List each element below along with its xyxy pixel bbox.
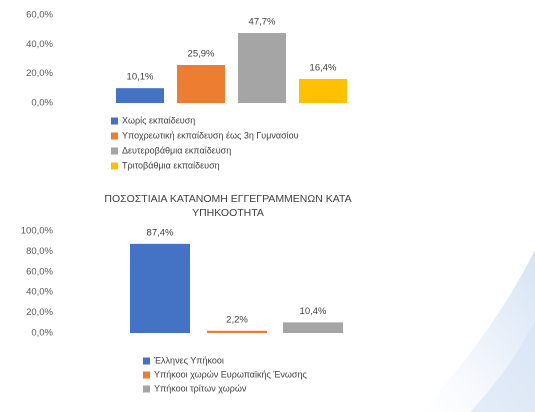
bar xyxy=(130,244,190,333)
legend-label: Υπήκοοι χωρών Ευρωπαϊκής Ένωσης xyxy=(154,369,307,380)
chart-title-line: ΠΟΣΟΣΤΙΑΙΑ ΚΑΤΑΝΟΜΗ ΕΓΓΕΓΡΑΜΜΕΝΩΝ ΚΑΤΑ xyxy=(104,192,352,205)
y-tick-label: 80,0% xyxy=(26,245,53,257)
y-tick-label: 0,0% xyxy=(31,97,53,109)
data-label: 25,9% xyxy=(187,48,215,60)
legend-swatch xyxy=(111,118,118,125)
bar xyxy=(299,79,347,103)
bar xyxy=(116,88,164,103)
bar xyxy=(207,331,267,333)
y-tick-label: 20,0% xyxy=(26,307,53,319)
data-label: 10,4% xyxy=(299,305,327,317)
legend-label: Δευτεροβάθμια εκπαίδευση xyxy=(122,145,232,156)
bar xyxy=(283,322,343,333)
legend-label: Υπήκοοι τρίτων χωρών xyxy=(154,383,247,394)
legend-swatch xyxy=(143,372,150,379)
data-label: 16,4% xyxy=(309,62,337,74)
legend-swatch xyxy=(111,148,118,155)
chart-title-line: ΥΠΗΚΟΟΤΗΤΑ xyxy=(192,206,264,219)
legend-label: Χωρίς εκπαίδευση xyxy=(122,115,196,126)
bar xyxy=(238,33,286,103)
y-tick-label: 60,0% xyxy=(26,9,53,21)
y-tick-label: 60,0% xyxy=(26,266,53,278)
y-tick-label: 0,0% xyxy=(31,327,53,339)
data-label: 2,2% xyxy=(226,314,248,326)
y-tick-label: 100,0% xyxy=(20,225,53,237)
data-label: 10,1% xyxy=(126,71,154,83)
y-tick-label: 40,0% xyxy=(26,38,53,50)
data-label: 87,4% xyxy=(146,227,174,239)
legend-label: Έλληνες Υπήκοοι xyxy=(154,355,224,366)
y-tick-label: 40,0% xyxy=(26,286,53,298)
y-tick-label: 20,0% xyxy=(26,68,53,80)
legend-swatch xyxy=(111,163,118,170)
legend-swatch xyxy=(143,358,150,365)
legend-label: Υποχρεωτική εκπαίδευση έως 3η Γυμνασίου xyxy=(122,130,299,141)
data-label: 47,7% xyxy=(248,16,276,28)
bar xyxy=(177,65,225,103)
legend-swatch xyxy=(111,133,118,140)
legend-swatch xyxy=(143,386,150,393)
legend-label: Τριτοβάθμια εκπαίδευση xyxy=(122,160,220,171)
